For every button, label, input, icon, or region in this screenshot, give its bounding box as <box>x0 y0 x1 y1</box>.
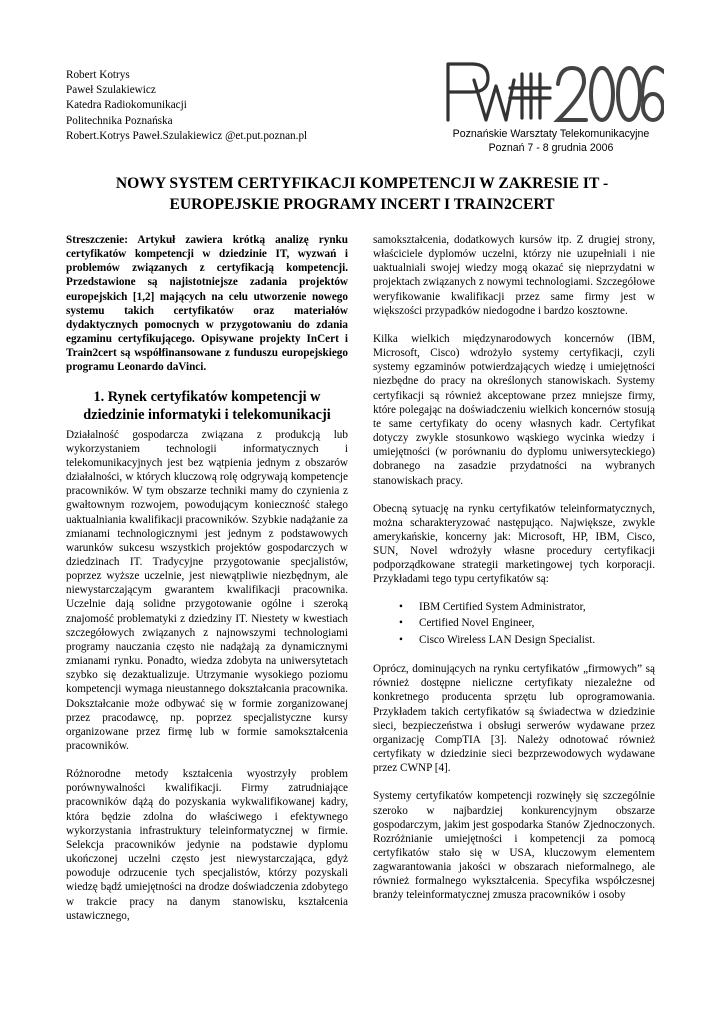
body-paragraph: Kilka wielkich międzynarodowych koncernów (IBM, Microsoft, Cisco) wdrożyło systemy certyfikacji, czyli systemy egzaminów potwierdzających wiedzę i umiejętności niezbędne do pracy na określonych stanowiskach. Systemy certyfikacji są również akceptowane przez mniejsze firmy, które polegając na doświadczeniu wielkich koncernów stosują te same certyfikaty do oceny własnych kadr. Certyfikat dotyczy zwykle stosunkowo wąskiego wycinka wiedzy i umiejętności (w porównaniu do dyplomu uniwersyteckiego) dobranego na zasadzie przydatności na wybranych stanowiskach pracy. <box>373 332 655 487</box>
paper-title-line: EUROPEJSKIE PROGRAMY INCERT I TRAIN2CERT <box>169 196 555 213</box>
section-heading-line: dziedzinie informatyki i telekomunikacji <box>83 406 331 423</box>
right-column <box>373 233 655 903</box>
paper-title <box>66 173 658 215</box>
body-paragraph: Obecną sytuację na rynku certyfikatów teleinformatycznych, można scharakteryzować następująco. Największe, zwykle amerykańskie, koncerny jak: Microsoft, HP, IBM, Cisco, SUN, Novel wdrożyły własne procedury certyfikacji podporządkowane strategii marketingowej tych korporacji. Przykładami tego typu certyfikatów są: <box>373 502 655 586</box>
author-email: Robert.Kotrys Paweł.Szulakiewicz @et.put.poznan.pl <box>66 129 308 142</box>
conference-logo <box>438 52 664 162</box>
author-name: Robert Kotrys <box>66 69 130 81</box>
section-heading-line: 1. Rynek certyfikatów kompetencji w <box>93 388 321 405</box>
author-name: Paweł Szulakiewicz <box>66 84 156 97</box>
certificate-list <box>373 599 655 649</box>
author-block <box>66 68 307 144</box>
list-item: • Cisco Wireless LAN Design Specialist. <box>419 632 655 649</box>
affiliation-department: Katedra Radiokomunikacji <box>66 99 187 112</box>
body-paragraph: Oprócz, dominujących na rynku certyfikatów „firmowych” są również dostępne nieliczne certyfikaty niezależne od konkretnego producenta sprzętu lub oprogramowania. Przykładem takich certyfikatów są świadectwa w dziedzinie sieci, bezpieczeństwa i obsługi serwerów wydawane przez organizację CompTIA [3]. Należy odnotować również certyfikaty w dziedzinie sieci bezprzewodowych wydawane przez CWNP [4]. <box>373 663 655 775</box>
body-paragraph: Systemy certyfikatów kompetencji rozwinęły się szczególnie szeroko w najbardziej konkurencyjnym obszarze gospodarczym, jakim jest gospodarka Stanów Zjednoczonych. Rozróżnianie umiejętności i kompetencji za pomocą certyfikatów stało się w USA, kluczowym elementem zagwarantowania jakości w obszarach nieformalnego, ale również formalnego wykształcenia. Specyfika współczesnej branży teleinformatycznej zmusza pracowników i osoby <box>373 790 655 902</box>
left-column <box>66 233 348 923</box>
list-item: • IBM Certified System Administrator, <box>419 599 655 616</box>
paper-title-line: NOWY SYSTEM CERTYFIKACJI KOMPETENCJI W ZAKRESIE IT - <box>115 175 609 192</box>
body-paragraph: samokształcenia, dodatkowych kursów itp. Z drugiej strony, właściciele dyplomów uczelni, którzy nie uzupełniali i nie uaktualniali swojej wiedzy mogą okazać się nieprzydatni w projektach związanych z nowymi technologiami. Szczegółowe weryfikowanie kwalifikacji przez same firmy jest w większości przypadków niedogodne i bardzo kosztowne. <box>373 234 655 317</box>
list-item: • Certified Novel Engineer, <box>419 615 655 632</box>
body-paragraph: Różnorodne metody kształcenia wyostrzyły problem porównywalności kwalifikacji. Firmy zatrudniające pracowników dążą do pozyskania wykwalifikowanej kadry, która będzie zdolna do właściwego i efektywnego wykorzystania infrastruktury teleinformatycznej w firmie. Selekcja pracowników jedynie na podstawie dyplomu ukończonej uczelni często jest niewystarczająca, gdyż powoduje odrzucenie tych specjalistów, którzy pozyskali wiedzę bądź umiejętności na drodze doświadczenia zdobytego w trakcie pracy na danym stanowisku, kształcenia ustawicznego, <box>66 768 348 922</box>
body-paragraph: Działalność gospodarcza związana z produkcją lub wykorzystaniem technologii informatycznych i telekomunikacyjnych jest bez wątpienia jednym z obszarów działalności, w których kluczową rolę odgrywają kompetencje pracowników. W tym obszarze techniki mamy do czynienia z gwałtownym rozwojem, powodującym konieczność stałego uaktualniania kwalifikacji pracowników. Szybkie nadążanie za zmianami technologicznymi jest jednym z podstawowych warunków sukcesu wszystkich projektów gospodarczych w dziedzinach IT. Tradycyjne przygotowanie specjalistów, poprzez wyższe uczelnie, jest niewątpliwie niezbędnym, ale niewystarczającym gwarantem kwalifikacji pracownika. Uczelnie dają solidne przygotowanie ogólne i szeroką znajomość problematyki z dziedziny IT. Niestety w kwestiach szczegółowych związanych z najnowszymi technologiami programy nauczania często nie nadążają za dynamicznymi zmianami rynku. Ponadto, wiedza zdobyta na uniwersytetach szybko się dezaktualizuje. Utrzymanie wysokiego poziomu kompetencji wymaga nieustannego dokształcania pracownika. Dokształcanie może odbywać się w formie zorganizowanej przez pracodawcę, np. poprzez specjalistyczne kursy organizowane przez firmę lub w formie samokształcenia pracowników. <box>66 428 348 752</box>
section-heading <box>66 388 348 424</box>
affiliation-university: Politechnika Poznańska <box>66 114 173 127</box>
pwt-2006-logo-icon <box>438 52 664 128</box>
abstract: Streszczenie: Artykuł zawiera krótką analizę rynku certyfikatów kompetencji w dziedzinie IT, wyzwań i problemów związanych z certyfikacją kompetencji. Przedstawione są najistotniejsze zadania projektów europejskich [1,2] mających na celu utworzenie nowego systemu takich certyfikatów oraz materiałów dydaktycznych pomocnych w przygotowaniu do zdania egzaminu certyfikującego. Opisywane projekty InCert i Train2cert są współfinansowane z funduszu europejskiego programu Leonardo daVinci. <box>66 234 348 374</box>
conference-place-date: Poznań 7 - 8 grudnia 2006 <box>488 142 614 154</box>
conference-name: Poznańskie Warsztaty Telekomunikacyjne <box>452 128 650 140</box>
